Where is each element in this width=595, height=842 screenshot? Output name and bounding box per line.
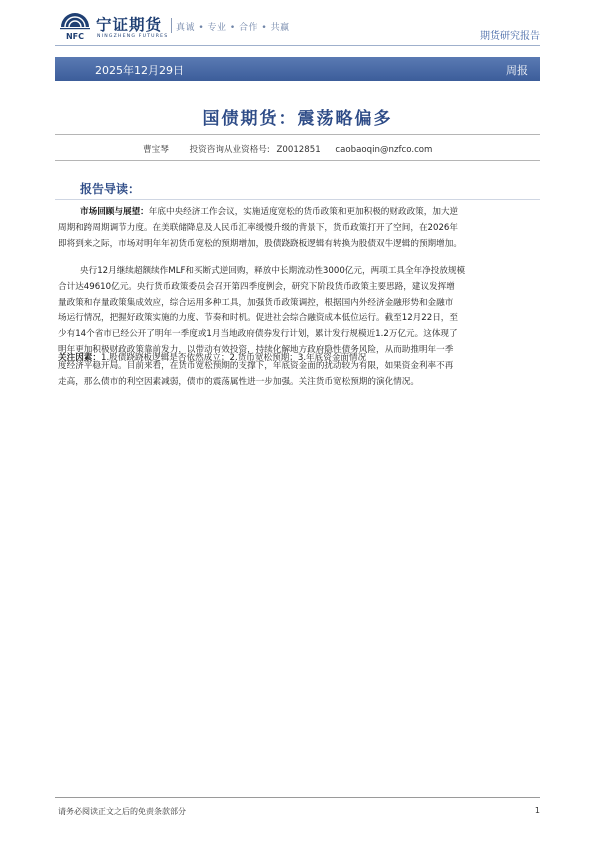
footer-rule: [55, 797, 540, 798]
author-rule: [55, 160, 540, 161]
page-number: 1: [534, 806, 540, 815]
header-rule: [55, 45, 540, 46]
paragraph-line: 周期和跨周期调节力度。在美联储降息及人民币汇率缓慢升级的背景下，货币政策打开了空间，在2026年: [58, 222, 458, 233]
section-heading: 报告导读：: [80, 182, 141, 196]
paragraph-policy: [58, 264, 540, 390]
brand-name: 宁证期货: [96, 16, 163, 34]
author-email[interactable]: caobaoqin@nzfco.com: [335, 145, 433, 155]
focus-factors: [58, 351, 366, 363]
report-period: 周报: [506, 64, 528, 77]
paragraph-line: 度经济平稳开局。目前来看，在货币宽松预期的支撑下，年底资金面的扰动较为有限，如果资金利率不再: [58, 360, 454, 371]
report-type-label: 期货研究报告: [480, 31, 540, 42]
paragraph-line: 量政策和存量政策集成效应，综合运用多种工具，加强货币政策调控，根据国内外经济金融形势和金融市: [58, 297, 454, 308]
paragraph-line: 即将到来之际，市场对明年年初货币宽松的预期增加，股债跷跷板逻辑有转换为股债双牛逻辑的预期增加。: [58, 238, 462, 249]
paragraph-line: [58, 205, 540, 221]
focus-text: 1.股债跷跷板逻辑是否依然成立；2.货币宽松预期；3.年底资金面情况: [100, 353, 367, 363]
nfc-logo-icon: [58, 12, 92, 42]
date-band: [55, 57, 540, 81]
header-divider: [171, 18, 172, 33]
paragraph-lead: 市场回顾与展望：: [80, 207, 149, 217]
paragraph-line: 场运行情况，把握好政策实施的力度、节奏和时机。促进社会综合融资成本低位运行。截至12月22日，至: [58, 313, 458, 324]
author-name: 曹宝琴: [143, 145, 169, 155]
paragraph-line: [58, 264, 540, 280]
page-header: [0, 0, 595, 50]
logo-text: NFC: [65, 32, 85, 41]
qualification-number: Z0012851: [276, 145, 321, 155]
paragraph-line: 明年更加积极财政政策靠前发力，以带动有效投资，持续化解地方政府隐性债务风险，从而助推明年一季: [58, 344, 454, 355]
report-date: 2025年12月29日: [95, 64, 184, 77]
brand-english-name: NINGZHENG FUTURES: [97, 34, 169, 39]
paragraph-line: 合计达49610亿元。央行货币政策委员会召开第四季度例会，研究下阶段货币政策主要思路，建议发挥增: [58, 281, 455, 292]
page-title: 国债期货：震荡略偏多: [202, 109, 393, 129]
author-line: [143, 143, 432, 155]
paragraph-market-review: [58, 205, 540, 252]
paragraph-text: 年底中央经济工作会议，实施适度宽松的货币政策和更加积极的财政政策，加大逆: [148, 207, 459, 217]
paragraph-line: 走高，那么债市的利空因素减弱，债市的震荡属性进一步加强。关注货币宽松预期的演化情况。: [58, 376, 419, 387]
section-rule: [55, 199, 540, 200]
qualification-label: 投资咨询从业资格号:: [189, 145, 270, 155]
title-rule: [55, 134, 540, 135]
disclaimer-note: 请务必阅读正文之后的免责条款部分: [58, 807, 186, 816]
paragraph-line: 少有14个省市已经公开了明年一季度或1月当地政府债券发行计划，累计发行规模近1.2万亿元。这体现了: [58, 329, 458, 340]
paragraph-text: 央行12月继续超额续作MLF和买断式逆回购，释放中长期流动性3000亿元，两项工具全年净投放规模: [80, 266, 466, 276]
brand-slogan: 真诚 • 专业 • 合作 • 共赢: [176, 23, 290, 33]
focus-label: 关注因素：: [58, 353, 101, 363]
